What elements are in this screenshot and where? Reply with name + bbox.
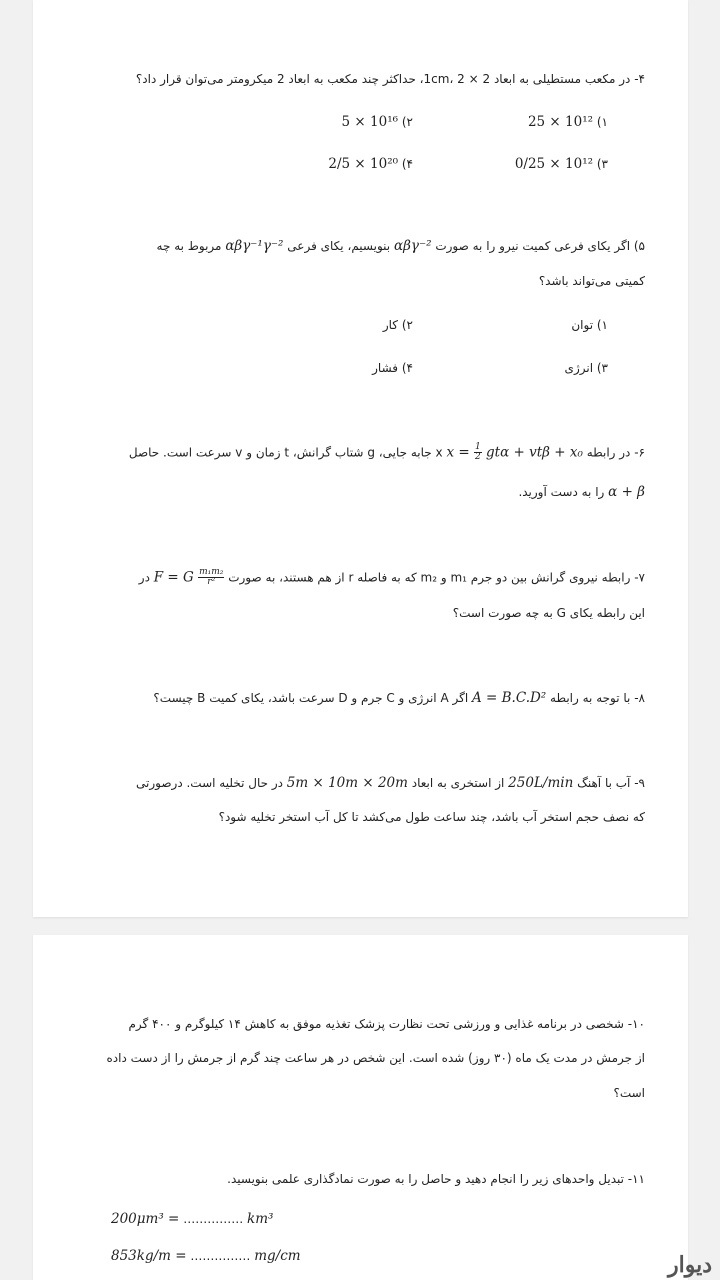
question-8: ۸- با توجه به رابطه A = B.C.D² اگر A انرژی و C جرم و D سرعت باشد، یکای کمیت B چیست؟ — [153, 690, 645, 706]
question-10-line-2: از جرمش در مدت یک ماه (۳۰ روز) شده است. این شخص در هر ساعت چند گرم از جرمش را از دست داده — [106, 1051, 645, 1065]
q5-option-1: ۱) توان — [571, 318, 608, 332]
question-9-line-2: که نصف حجم استخر آب باشد، چند ساعت طول می‌کشد تا کل آب استخر تخلیه شود؟ — [218, 810, 645, 824]
question-10-line-1: ۱۰- شخصی در برنامه غذایی و ورزشی تحت نظارت پزشک تغذیه موفق به کاهش ۱۴ کیلوگرم و ۴۰۰ گرم — [128, 1017, 645, 1031]
q6-formula: x = $\frac{1}{2}$ gtα + vtβ + x₀ — [446, 442, 583, 463]
question-7-line-1: ۷- رابطه نیروی گرانش بین دو جرم m₁ و m₂ که به فاصله r از هم هستند، به صورت F = G $\frac{\text{m₁m₂}}{\text{r²}}$ در — [138, 567, 645, 588]
watermark-logo: دیوار — [667, 1252, 712, 1278]
question-4: ۴- در مکعب مستطیلی به ابعاد 2 × 1cm، 2، حداکثر چند مکعب به ابعاد 2 میکرومتر می‌توان قرار داد؟ — [135, 72, 645, 86]
question-11: ۱۱- تبدیل واحدهای زیر را انجام دهید و حاصل را به صورت نمادگذاری علمی بنویسید. — [227, 1172, 645, 1186]
q5-option-4: ۴) فشار — [372, 361, 413, 375]
question-10-line-3: است؟ — [613, 1086, 645, 1100]
q4-option-2: ۲) 5 × 10¹⁶ — [341, 114, 413, 130]
q5-option-2: ۲) کار — [382, 318, 413, 332]
question-9-line-1: ۹- آب با آهنگ 250L/min از استخری به ابعاد 5m × 10m × 20m در حال تخلیه است. درصورتی — [136, 775, 645, 791]
document-page-2 — [33, 935, 688, 1280]
q4-option-4: ۴) 2/5 × 10²⁰ — [328, 156, 413, 172]
q4-option-1: ۱) 25 × 10¹² — [527, 114, 608, 130]
q11-conversion-2: 853kg/m = …………… mg/cm — [111, 1248, 301, 1264]
q7-formula: F = G $\frac{\text{m₁m₂}}{\text{r²}}$ — [153, 567, 224, 588]
question-5-line-2: کمیتی می‌تواند باشد؟ — [538, 274, 645, 288]
question-6-line-1: ۶- در رابطه x = $\frac{1}{2}$ gtα + vtβ + x₀ x جابه جایی، g شتاب گرانش، t زمان و v سرعت است. حاصل — [128, 442, 645, 463]
question-7-line-2: این رابطه یکای G به چه صورت است؟ — [452, 606, 645, 620]
q11-conversion-1: 200μm³ = …………… km³ — [111, 1211, 274, 1227]
question-6-line-2: α + β را به دست آورید. — [518, 484, 645, 500]
question-5-line-1: ۵) اگر یکای فرعی کمیت نیرو را به صورت αβγ⁻² بنویسیم، یکای فرعی αβγ⁻¹γ⁻² مربوط به چه — [156, 238, 645, 254]
q5-option-3: ۳) انرژی — [564, 361, 608, 375]
q4-option-3: ۳) 0/25 × 10¹² — [514, 156, 608, 172]
document-page-1 — [33, 0, 688, 917]
